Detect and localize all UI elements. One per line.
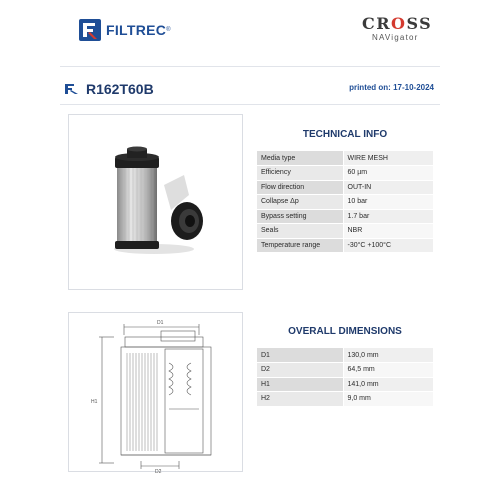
product-image-panel bbox=[68, 114, 243, 290]
table-row bbox=[257, 209, 433, 224]
technical-drawing-panel bbox=[68, 312, 243, 472]
row-value: -30°C +100°C bbox=[343, 238, 433, 253]
row-label: Bypass setting bbox=[257, 209, 343, 224]
technical-info-table bbox=[257, 151, 433, 253]
row-label: H1 bbox=[257, 377, 343, 392]
d1-label: D1 bbox=[157, 320, 164, 326]
title-row bbox=[64, 80, 434, 98]
row-label: D2 bbox=[257, 363, 343, 378]
cross-logo-sub: NAVigator bbox=[372, 33, 419, 42]
row-value: 64,5 mm bbox=[343, 363, 433, 378]
row-label: Seals bbox=[257, 224, 343, 239]
row-label: Temperature range bbox=[257, 238, 343, 253]
table-row bbox=[257, 180, 433, 195]
filtrec-logo bbox=[79, 17, 171, 43]
row-value: 10 bar bbox=[343, 195, 433, 210]
filter-technical-drawing bbox=[69, 313, 244, 473]
row-value: 1.7 bar bbox=[343, 209, 433, 224]
table-row bbox=[257, 166, 433, 181]
row-value: 9,0 mm bbox=[343, 392, 433, 407]
h1-label: H1 bbox=[91, 399, 98, 405]
table-row bbox=[257, 363, 433, 378]
row-value: NBR bbox=[343, 224, 433, 239]
table-row bbox=[257, 195, 433, 210]
cross-navigator-logo bbox=[362, 14, 433, 49]
filtrec-logo-text: FILTREC bbox=[106, 22, 167, 38]
row-value: 141,0 mm bbox=[343, 377, 433, 392]
cross-logo-word: CROSS bbox=[362, 14, 433, 33]
overall-dimensions-table bbox=[257, 348, 433, 407]
row-label: Efficiency bbox=[257, 166, 343, 181]
overall-dimensions-heading: OVERALL DIMENSIONS bbox=[288, 326, 402, 337]
header-divider bbox=[60, 66, 440, 67]
row-value: OUT-IN bbox=[343, 180, 433, 195]
row-label: H2 bbox=[257, 392, 343, 407]
row-label: Collapse Δp bbox=[257, 195, 343, 210]
filter-product-image bbox=[69, 115, 244, 291]
registered-mark: ® bbox=[166, 27, 171, 33]
printed-date: printed on: 17-10-2024 bbox=[349, 83, 434, 92]
table-row bbox=[257, 238, 433, 253]
title-divider bbox=[60, 104, 440, 105]
table-row bbox=[257, 224, 433, 239]
table-row bbox=[257, 348, 433, 363]
table-row bbox=[257, 392, 433, 407]
table-row bbox=[257, 377, 433, 392]
part-code: R162T60B bbox=[86, 81, 154, 97]
row-value: 60 µm bbox=[343, 166, 433, 181]
row-label: Flow direction bbox=[257, 180, 343, 195]
row-value: 130,0 mm bbox=[343, 348, 433, 363]
filtrec-small-logo-icon bbox=[64, 83, 80, 95]
row-value: WIRE MESH bbox=[343, 151, 433, 166]
row-label: Media type bbox=[257, 151, 343, 166]
row-label: D1 bbox=[257, 348, 343, 363]
d2-label: D2 bbox=[155, 469, 162, 473]
technical-info-heading: TECHNICAL INFO bbox=[302, 129, 388, 140]
filtrec-logo-icon bbox=[79, 19, 101, 41]
table-row bbox=[257, 151, 433, 166]
